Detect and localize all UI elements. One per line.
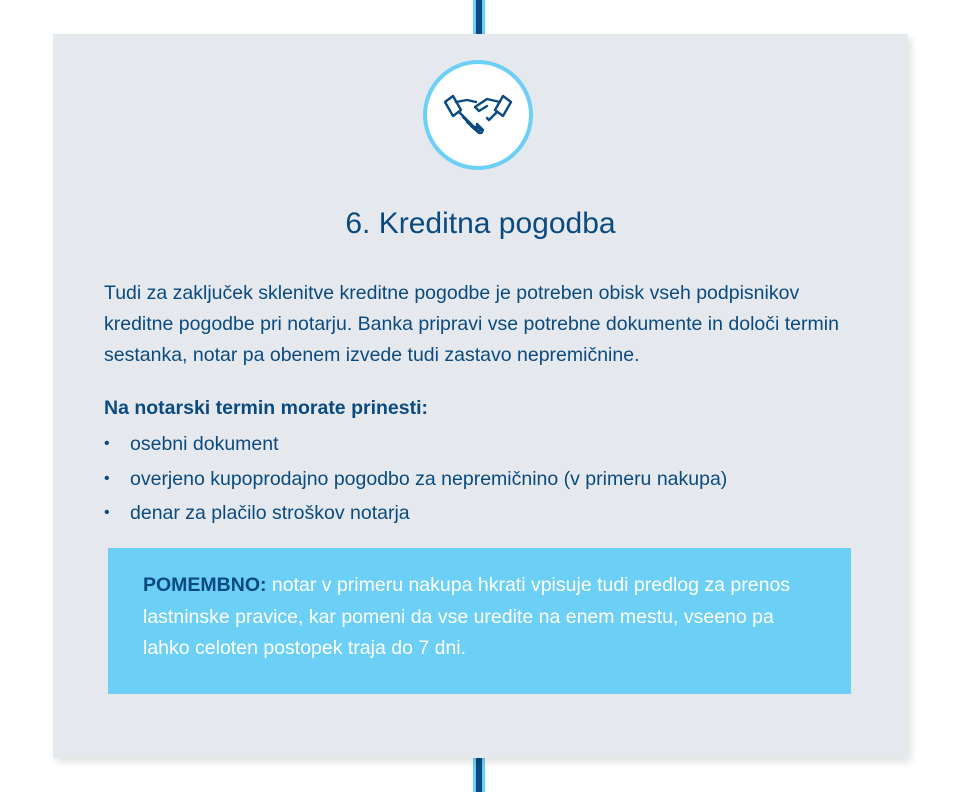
timeline-connector-bottom (473, 758, 485, 792)
list-item: • overjeno kupoprodajno pogodbo za nepremičnino (v primeru nakupa) (104, 462, 727, 497)
requirements-heading: Na notarski termin morate prinesti: (104, 397, 428, 419)
important-note-text: notar v primeru nakupa hkrati vpisuje tudi predlog za prenos lastninske pravice, kar pomeni da vse uredite na enem mestu, vseeno pa lahko celoten postopek traja do 7 dni. (143, 574, 791, 659)
important-note (143, 570, 813, 665)
timeline-connector-top (473, 0, 485, 34)
requirements-list (104, 427, 727, 531)
step-card (53, 34, 908, 758)
step-title: 6. Kreditna pogodba (345, 207, 616, 240)
important-note-box (108, 548, 851, 694)
intro-paragraph: Tudi za zaključek sklenitve kreditne pogodbe je potreben obisk vseh podpisnikov kreditne pogodbe pri notarju. Banka pripravi vse potrebne dokumente in določi termin sestanka, notar pa obenem izvede tudi zastavo nepremičnine. (104, 282, 839, 366)
important-note-label: POMEMBNO: (143, 574, 267, 596)
list-item: • osebni dokument (104, 427, 727, 462)
icon-badge (423, 60, 533, 170)
list-item: • denar za plačilo stroškov notarja (104, 496, 727, 531)
handshake-icon (443, 90, 513, 140)
